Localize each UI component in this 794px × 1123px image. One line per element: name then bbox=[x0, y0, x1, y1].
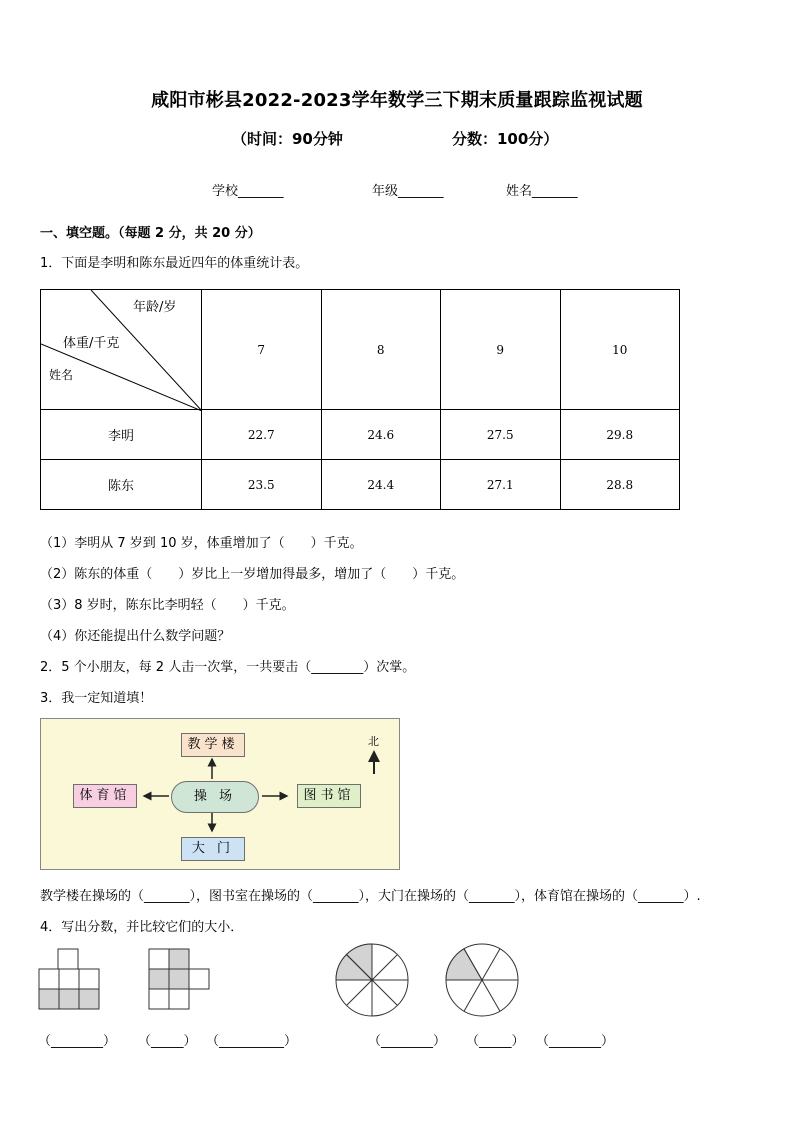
age-header-9: 9 bbox=[441, 290, 561, 410]
name-field: 姓名_______ bbox=[506, 184, 578, 199]
question-4-stem: 4．写出分数，并比较它们的大小． bbox=[40, 920, 244, 935]
age-header-10: 10 bbox=[560, 290, 680, 410]
table-cell: 24.4 bbox=[321, 460, 441, 510]
grid-figure-1 bbox=[38, 948, 100, 1010]
grid-figure-2 bbox=[148, 948, 210, 1010]
table-row bbox=[41, 460, 680, 510]
page-title: 咸阳市彬县2022-2023学年数学三下期末质量跟踪监视试题 bbox=[151, 90, 643, 111]
answer-blank-circle-compare[interactable]: （_____） bbox=[466, 1034, 525, 1049]
row-name: 陈东 bbox=[41, 460, 202, 510]
section-heading: 一、填空题。（每题 2 分，共 20 分） bbox=[40, 226, 261, 241]
table-cell: 24.6 bbox=[321, 410, 441, 460]
question-1-sub-3: （3）8 岁时，陈东比李明轻（ ）千克。 bbox=[40, 598, 295, 613]
row-name: 李明 bbox=[41, 410, 202, 460]
exam-score: 分数：100分） bbox=[452, 130, 559, 148]
age-header-7: 7 bbox=[202, 290, 322, 410]
table-cell: 28.8 bbox=[560, 460, 680, 510]
weight-table bbox=[40, 289, 680, 510]
campus-map bbox=[40, 718, 400, 870]
table-cell: 27.1 bbox=[441, 460, 561, 510]
answer-blank-grid-1[interactable]: （________） bbox=[38, 1034, 117, 1049]
question-2: 2．5 个小朋友，每 2 人击一次掌，一共要击（________）次掌。 bbox=[40, 660, 416, 675]
age-header-8: 8 bbox=[321, 290, 441, 410]
answer-blank-grid-compare[interactable]: （_____） bbox=[138, 1034, 197, 1049]
grade-field: 年级_______ bbox=[372, 184, 444, 199]
playground-box: 操 场 bbox=[171, 781, 259, 813]
question-1-sub-2: （2）陈东的体重（ ）岁比上一岁增加得最多，增加了（ ）千克。 bbox=[40, 567, 465, 582]
table-cell: 23.5 bbox=[202, 460, 322, 510]
question-1-stem: 1．下面是李明和陈东最近四年的体重统计表。 bbox=[40, 256, 309, 271]
table-cell: 22.7 bbox=[202, 410, 322, 460]
circle-figure-eighths bbox=[334, 942, 410, 1018]
gate-box: 大 门 bbox=[181, 837, 245, 861]
teaching-building-box: 教学楼 bbox=[181, 733, 245, 757]
circle-figure-sixths bbox=[444, 942, 520, 1018]
answer-blank-grid-2[interactable]: （__________） bbox=[206, 1034, 298, 1049]
table-cell: 27.5 bbox=[441, 410, 561, 460]
corner-weight-label: 体重/千克 bbox=[63, 336, 120, 351]
school-field: 学校_______ bbox=[212, 184, 284, 199]
answer-blank-circle-2[interactable]: （________） bbox=[536, 1034, 615, 1049]
exam-time: （时间：90分钟 bbox=[232, 130, 343, 148]
question-3-stem: 3．我一定知道填！ bbox=[40, 691, 153, 706]
gym-box: 体育馆 bbox=[73, 784, 137, 808]
corner-header-cell bbox=[41, 290, 202, 410]
question-1-sub-4: （4）你还能提出什么数学问题？ bbox=[40, 629, 231, 644]
question-1-sub-1: （1）李明从 7 岁到 10 岁，体重增加了（ ）千克。 bbox=[40, 536, 363, 551]
answer-blank-circle-1[interactable]: （________） bbox=[368, 1034, 447, 1049]
corner-name-label: 姓名 bbox=[49, 368, 74, 382]
library-box: 图书馆 bbox=[297, 784, 361, 808]
table-cell: 29.8 bbox=[560, 410, 680, 460]
question-3-answer: 教学楼在操场的（_______），图书室在操场的（_______），大门在操场的（_______），体育馆在操场的（_______）. bbox=[40, 889, 701, 904]
table-row bbox=[41, 410, 680, 460]
corner-age-label: 年龄/岁 bbox=[133, 300, 177, 315]
north-label: 北 bbox=[368, 735, 379, 748]
